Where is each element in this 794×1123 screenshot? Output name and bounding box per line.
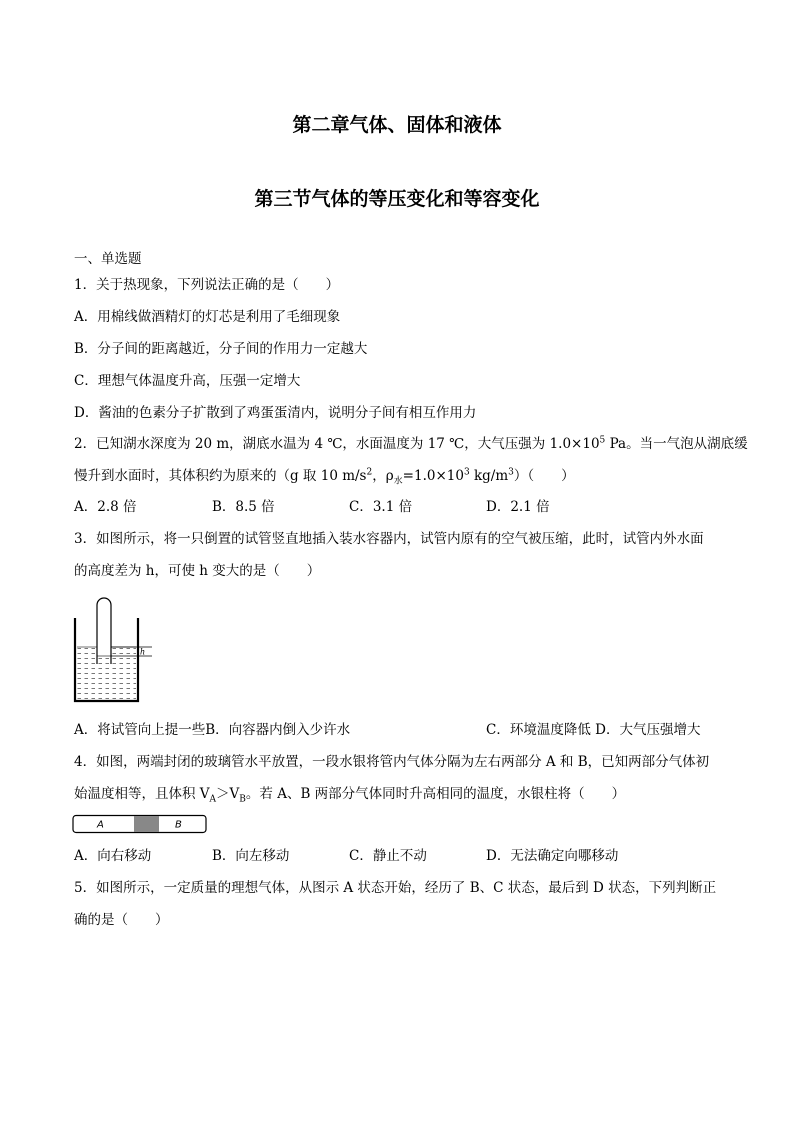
q3-options-ab: A．将试管向上提一些B．向容器内倒入少许水 [74,722,351,738]
q1-option-a: A．用棉线做酒精灯的灯芯是利用了毛细现象 [74,309,341,325]
q5-stem-line1: 5．如图所示，一定质量的理想气体，从图示 A 状态开始，经历了 B、C 状态，最后到 D 状态，下列判断正 [74,880,717,896]
q2-option-c: C．3.1 倍 [349,499,413,515]
q1-stem: 1．关于热现象，下列说法正确的是（ ） [74,277,340,293]
section-label: 一、单选题 [74,251,142,267]
q1-option-b: B．分子间的距离越近，分子间的作用力一定越大 [74,341,368,357]
q4-option-c: C．静止不动 [349,848,427,864]
q2-stem-line1: 2．已知湖水深度为 20 m，湖底水温为 4 ℃，水面温度为 17 ℃，大气压强为 $1.0\times 10^5$ Pa。当一气泡从湖底缓 [74,435,748,452]
gas-b-label: B [175,819,182,831]
test-tube-container-figure [70,596,156,708]
q2-option-d: D．2.1 倍 [486,499,550,515]
q4-stem-line2: 始温度相等，且体积 $V_A>V_B$。若 A、B 两部分气体同时升高相同的温度，水银柱将（ ） [74,786,626,805]
q2-stem-line2: 慢升到水面时，其体积约为原来的（g 取 10 $m/s^2$，$\rho_水=1.0\times 10^3$ $kg/m^3$）（ ） [74,467,575,487]
h-label: h [140,647,146,657]
chapter-title: 第二章气体、固体和液体 [292,114,502,136]
q4-option-b: B．向左移动 [212,848,290,864]
q3-stem-line1: 3．如图所示，将一只倒置的试管竖直地插入装水容器内，试管内原有的空气被压缩，此时，试管内外水面 [74,531,704,547]
q5-stem-line2: 确的是（ ） [74,912,169,928]
q4-option-d: D．无法确定向哪移动 [486,848,619,864]
section-title: 第三节气体的等压变化和等容变化 [254,188,540,210]
gas-a-label: A [97,819,104,831]
glass-tube-figure [72,814,208,834]
q3-options-cd: C．环境温度降低 D．大气压强增大 [486,722,701,738]
q2-option-b: B．8.5 倍 [212,499,275,515]
q1-option-d: D．酱油的色素分子扩散到了鸡蛋蛋清内，说明分子间有相互作用力 [74,405,477,421]
q1-option-c: C．理想气体温度升高，压强一定增大 [74,373,301,389]
q4-option-a: A．向右移动 [74,848,152,864]
q2-option-a: A．2.8 倍 [74,499,137,515]
q3-stem-line2: 的高度差为 h，可使 h 变大的是（ ） [74,563,321,579]
q4-stem-line1: 4．如图，两端封闭的玻璃管水平放置，一段水银将管内气体分隔为左右两部分 A 和 B，已知两部分气体初 [74,754,710,770]
